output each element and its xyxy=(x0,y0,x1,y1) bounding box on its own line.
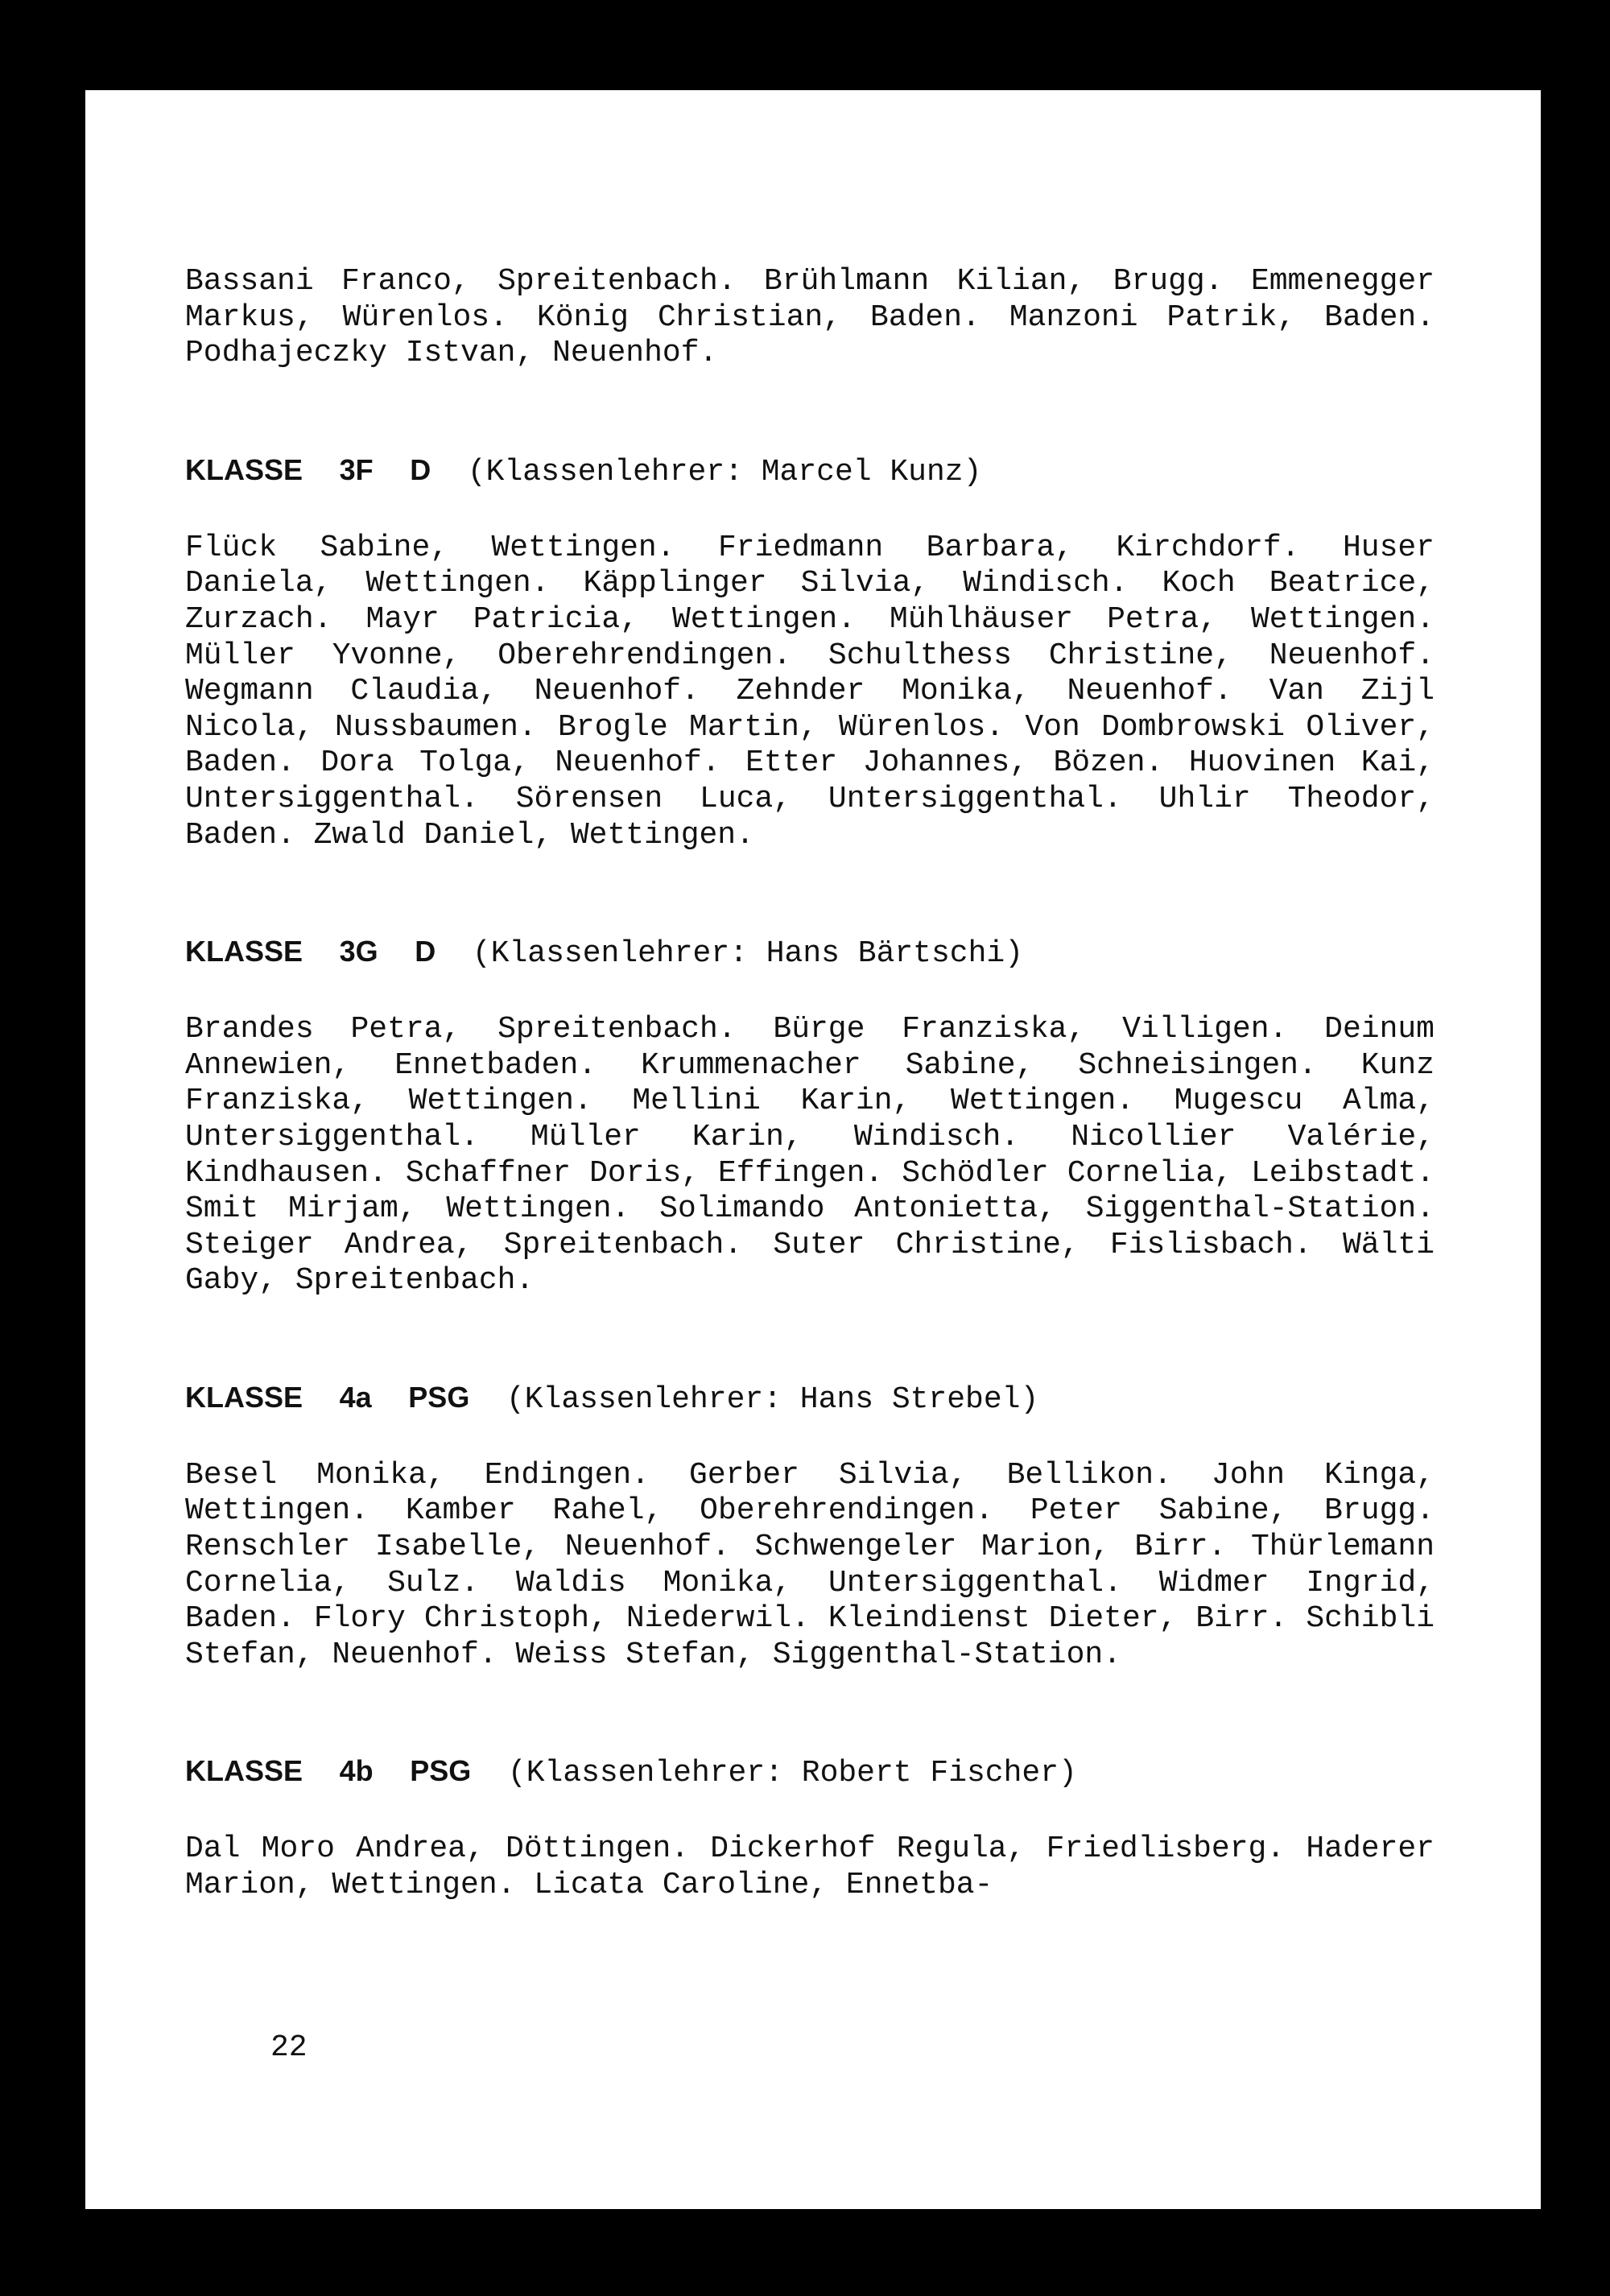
klasse-label: KLASSE xyxy=(185,1754,303,1788)
class-code: 3F xyxy=(339,452,374,486)
class-type: PSG xyxy=(410,1754,472,1788)
class-type: PSG xyxy=(408,1380,470,1414)
teacher-label: (Klassenlehrer: Marcel Kunz) xyxy=(467,454,982,489)
klasse-label: KLASSE xyxy=(185,1380,303,1414)
klasse-label: KLASSE xyxy=(185,935,303,968)
section-heading-4a xyxy=(185,1380,1435,1418)
class-type: D xyxy=(415,935,436,968)
class-code: 3G xyxy=(339,935,378,968)
section-heading-3g xyxy=(185,934,1435,972)
student-list-3g: Brandes Petra, Spreitenbach. Bürge Franziska, Villigen. Deinum Annewien, Ennetbaden. Krummenacher Sabine, Schneisingen. Kunz Franziska, Wettingen. Mellini Karin, Wettingen. Mugescu Alma, Untersiggenthal. Müller Karin, Windisch. Nicollier Valérie, Kindhausen. Schaffner Doris, Effingen. Schödler Cornelia, Leibstadt. Smit Mirjam, Wettingen. Solimando Antonietta, Siggenthal-Station. Steiger Andrea, Spreitenbach. Suter Christine, Fislisbach. Wälti Gaby, Spreitenbach. xyxy=(185,1012,1435,1299)
student-list-4a: Besel Monika, Endingen. Gerber Silvia, Bellikon. John Kinga, Wettingen. Kamber Rahel, Oberehrendingen. Peter Sabine, Brugg. Renschler Isabelle, Neuenhof. Schwengeler Marion, Birr. Thürlemann Cornelia, Sulz. Waldis Monika, Untersiggenthal. Widmer Ingrid, Baden. Flory Christoph, Niederwil. Kleindienst Dieter, Birr. Schibli Stefan, Neuenhof. Weiss Stefan, Siggenthal-Station. xyxy=(185,1457,1435,1672)
teacher-label: (Klassenlehrer: Robert Fischer) xyxy=(507,1756,1077,1791)
section-heading-3f xyxy=(185,452,1435,490)
section-heading-4b xyxy=(185,1753,1435,1791)
class-code: 4b xyxy=(339,1754,374,1788)
page-number: 22 xyxy=(270,2030,308,2065)
class-type: D xyxy=(410,452,431,486)
klasse-label: KLASSE xyxy=(185,452,303,486)
page-content xyxy=(185,264,1435,1904)
intro-student-list: Bassani Franco, Spreitenbach. Brühlmann Kilian, Brugg. Emmenegger Markus, Würenlos. König Christian, Baden. Manzoni Patrik, Baden. Podhajeczky Istvan, Neuenhof. xyxy=(185,264,1435,371)
teacher-label: (Klassenlehrer: Hans Bärtschi) xyxy=(472,936,1024,972)
class-code: 4a xyxy=(339,1380,372,1414)
student-list-3f: Flück Sabine, Wettingen. Friedmann Barbara, Kirchdorf. Huser Daniela, Wettingen. Käpplinger Silvia, Windisch. Koch Beatrice, Zurzach. Mayr Patricia, Wettingen. Mühlhäuser Petra, Wettingen. Müller Yvonne, Oberehrendingen. Schulthess Christine, Neuenhof. Wegmann Claudia, Neuenhof. Zehnder Monika, Neuenhof. Van Zijl Nicola, Nussbaumen. Brogle Martin, Würenlos. Von Dombrowski Oliver, Baden. Dora Tolga, Neuenhof. Etter Johannes, Bözen. Huovinen Kai, Untersiggenthal. Sörensen Luca, Untersiggenthal. Uhlir Theodor, Baden. Zwald Daniel, Wettingen. xyxy=(185,530,1435,853)
teacher-label: (Klassenlehrer: Hans Strebel) xyxy=(506,1381,1039,1417)
student-list-4b: Dal Moro Andrea, Döttingen. Dickerhof Regula, Friedlisberg. Haderer Marion, Wettingen. Licata Caroline, Ennetba- xyxy=(185,1831,1435,1903)
